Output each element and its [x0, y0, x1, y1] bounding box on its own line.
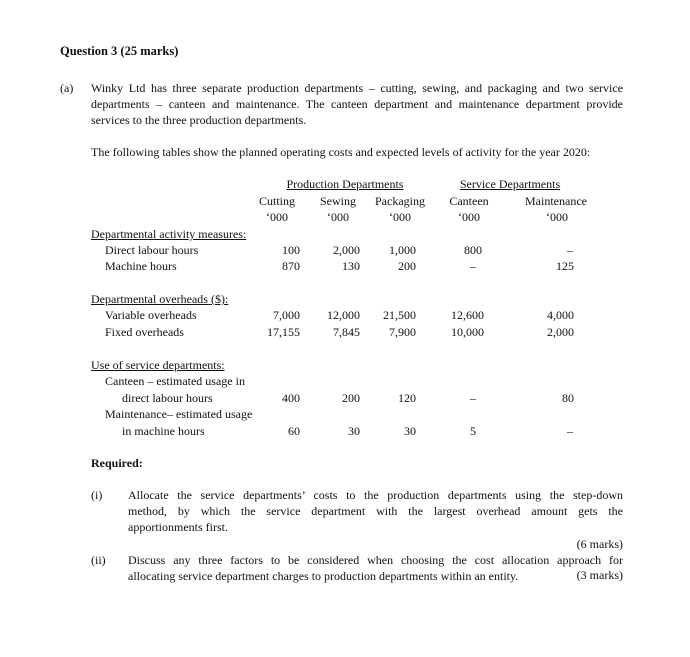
cell-mh-maintenance: 125	[556, 259, 574, 273]
unit-maintenance: ‘000	[546, 210, 568, 224]
row-label-fixed-overheads: Fixed overheads	[105, 325, 184, 339]
cell-vo-packaging: 21,500	[383, 308, 416, 322]
unit-canteen: ‘000	[458, 210, 480, 224]
part-a-line-3: services to the three production departments.	[91, 113, 307, 127]
part-a-label: (a)	[60, 81, 74, 95]
cell-fo-maintenance: 2,000	[547, 325, 574, 339]
row-label-machine-hours: Machine hours	[105, 259, 177, 273]
cell-fo-cutting: 17,155	[267, 325, 300, 339]
production-departments-header: Production Departments	[286, 177, 404, 191]
required-item-ii-label: (ii)	[91, 553, 106, 567]
cell-mu-canteen: 5	[470, 424, 476, 438]
cell-vo-sewing: 12,000	[327, 308, 360, 322]
col-sewing: Sewing	[320, 194, 356, 208]
cell-vo-cutting: 7,000	[273, 308, 300, 322]
maintenance-usage-label-2: in machine hours	[122, 424, 205, 438]
unit-cutting: ‘000	[266, 210, 288, 224]
unit-sewing: ‘000	[327, 210, 349, 224]
cell-mh-canteen: –	[470, 259, 476, 273]
col-packaging: Packaging	[375, 194, 425, 208]
overheads-heading: Departmental overheads ($):	[91, 292, 229, 306]
row-label-variable-overheads: Variable overheads	[105, 308, 197, 322]
required-item-i-label: (i)	[91, 488, 103, 502]
cell-vo-canteen: 12,600	[451, 308, 484, 322]
cell-fo-canteen: 10,000	[451, 325, 484, 339]
required-item-ii-marks: (3 marks)	[576, 568, 623, 582]
cell-cu-maintenance: 80	[562, 391, 574, 405]
col-cutting: Cutting	[258, 194, 295, 208]
required-item-i-line-3: apportionments first.	[128, 520, 228, 534]
cell-mu-maintenance: –	[567, 424, 573, 438]
required-item-ii-line-2: allocating service department charges to production departments within an entity.	[128, 569, 519, 583]
canteen-usage-label-1: Canteen – estimated usage in	[105, 374, 245, 388]
part-a-line-2: departments – canteen and maintenance. The canteen department and maintenance department provide	[91, 97, 623, 111]
unit-packaging: ‘000	[389, 210, 411, 224]
cell-dlh-cutting: 100	[282, 243, 300, 257]
cell-dlh-sewing: 2,000	[333, 243, 360, 257]
cell-cu-cutting: 400	[282, 391, 300, 405]
col-canteen: Canteen	[449, 194, 489, 208]
activity-heading: Departmental activity measures:	[91, 227, 247, 241]
canteen-usage-label-2: direct labour hours	[122, 391, 213, 405]
question-title: Question 3 (25 marks)	[60, 44, 179, 58]
cell-vo-maintenance: 4,000	[547, 308, 574, 322]
cell-cu-packaging: 120	[398, 391, 416, 405]
cell-mu-cutting: 60	[288, 424, 300, 438]
service-departments-header: Service Departments	[459, 177, 561, 191]
cell-dlh-canteen: 800	[464, 243, 482, 257]
cell-mh-cutting: 870	[282, 259, 300, 273]
service-use-heading: Use of service departments:	[91, 358, 225, 372]
required-item-i-line-2: method, by which the service department with the largest overhead amount gets the	[128, 504, 623, 518]
cell-dlh-packaging: 1,000	[389, 243, 416, 257]
required-heading: Required:	[91, 456, 143, 470]
maintenance-usage-label-1: Maintenance– estimated usage	[105, 407, 253, 421]
cell-fo-packaging: 7,900	[389, 325, 416, 339]
part-a-line-1: Winky Ltd has three separate production departments – cutting, sewing, and packaging and two service	[91, 81, 623, 95]
cell-mh-packaging: 200	[398, 259, 416, 273]
cell-fo-sewing: 7,845	[333, 325, 360, 339]
cell-mu-packaging: 30	[404, 424, 416, 438]
cell-cu-sewing: 200	[342, 391, 360, 405]
tables-intro: The following tables show the planned operating costs and expected levels of activity for the year 2020:	[91, 145, 591, 159]
col-maintenance: Maintenance	[525, 194, 587, 208]
required-item-i-marks: (6 marks)	[576, 537, 623, 551]
cell-cu-canteen: –	[470, 391, 476, 405]
cell-mu-sewing: 30	[348, 424, 360, 438]
required-item-ii-line-1: Discuss any three factors to be considered when choosing the cost allocation approach for	[128, 553, 623, 567]
cell-dlh-maintenance: –	[567, 243, 573, 257]
row-label-direct-labour-hours: Direct labour hours	[105, 243, 199, 257]
required-item-i-line-1: Allocate the service departments’ costs to the production departments using the step-down	[128, 488, 623, 502]
cell-mh-sewing: 130	[342, 259, 360, 273]
